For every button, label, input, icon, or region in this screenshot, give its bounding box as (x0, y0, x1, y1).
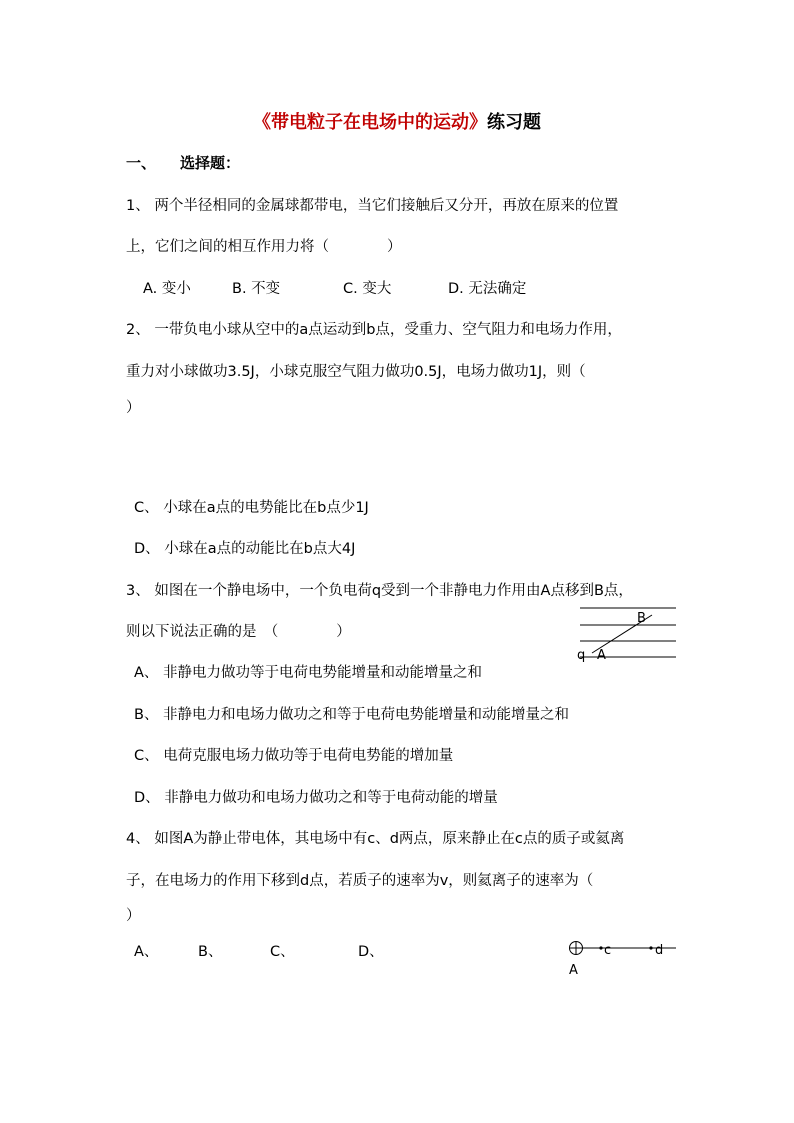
q2-line1: 2、 一带负电小球从空中的a点运动到b点，受重力、空气阻力和电场力作用， (126, 322, 622, 338)
q2-option-c: C、 小球在a点的电势能比在b点少1J (134, 500, 369, 516)
q4-line3: ） (126, 908, 141, 924)
q4-line2: 子，在电场力的作用下移到d点，若质子的速率为v，则氦离子的速率为（ (126, 873, 594, 889)
q3-option-c: C、 电荷克服电场力做功等于电荷电势能的增加量 (134, 748, 454, 764)
label-a: A (597, 648, 606, 663)
q2-line3: ） (126, 400, 141, 416)
label-q: q (577, 648, 586, 663)
q2-line2: 重力对小球做功3.5J，小球克服空气阻力做功0.5J，电场力做功1J，则（ (126, 364, 586, 380)
q3-option-a: A、 非静电力做功等于电荷电势能增量和动能增量之和 (134, 665, 483, 681)
section-heading (126, 152, 240, 173)
q3-option-d: D、 非静电力做功和电场力做功之和等于电荷动能的增量 (134, 790, 498, 806)
q1-option-d: D. 无法确定 (448, 281, 527, 297)
q3-option-b: B、 非静电力和电场力做功之和等于电荷电势能增量和动能增量之和 (134, 707, 570, 723)
q1-option-a: A. 变小 (143, 281, 191, 297)
q3-line1: 3、 如图在一个静电场中，一个负电荷q受到一个非静电力作用由A点移到B点， (126, 583, 633, 599)
q4-option-c: C、 (270, 944, 295, 960)
page-title (0, 108, 794, 134)
q1-option-c: C. 变大 (343, 281, 392, 297)
q1-option-b: B. 不变 (232, 281, 281, 297)
section-label: 选择题： (180, 154, 241, 172)
q1-line1: 1、 两个半径相同的金属球都带电，当它们接触后又分开，再放在原来的位置 (126, 198, 619, 214)
q3-figure (576, 604, 680, 664)
q3-line2: 则以下说法正确的是 （ ） (126, 624, 351, 640)
q4-option-d: D、 (358, 944, 384, 960)
label-b: B (637, 611, 646, 626)
point-d (649, 946, 652, 949)
point-c (599, 946, 602, 949)
section-number: 一、 (126, 154, 157, 172)
q2-option-d: D、 小球在a点的动能比在b点大4J (134, 541, 356, 557)
q4-option-a: A、 (134, 944, 159, 960)
title-tail: 练习题 (487, 112, 541, 133)
title-main: 《带电粒子在电场中的运动》 (253, 112, 487, 133)
label-c: c (604, 943, 612, 958)
q4-figure (564, 938, 678, 978)
label-a: A (569, 963, 578, 978)
q1-line2: 上，它们之间的相互作用力将（ ） (126, 239, 402, 255)
label-d: d (655, 943, 664, 958)
q4-line1: 4、 如图A为静止带电体，其电场中有c、d两点，原来静止在c点的质子或氦离 (126, 831, 625, 847)
q4-option-b: B、 (198, 944, 223, 960)
